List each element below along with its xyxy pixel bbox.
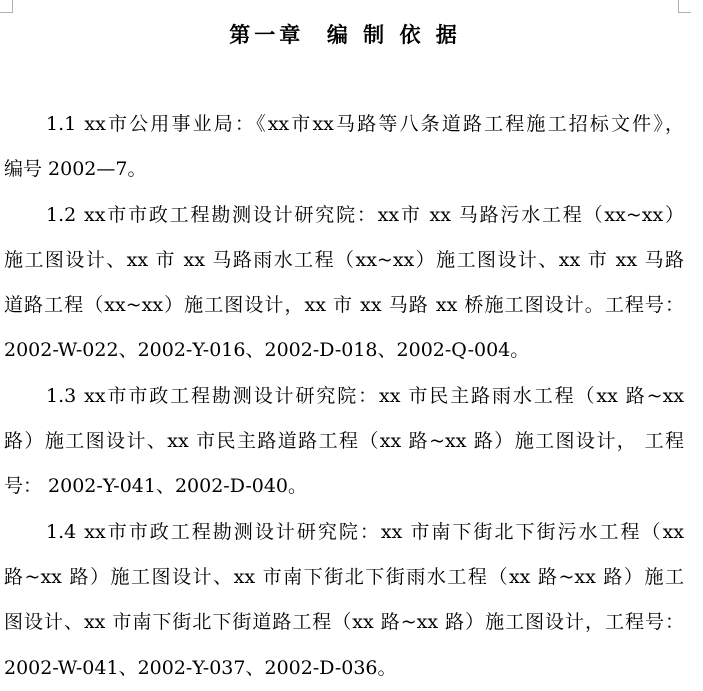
paragraph-1-3 [4,374,684,510]
text-line: 路）施工图设计、xx 市民主路道路工程（xx 路~xx 路）施工图设计， 工程 [4,430,684,453]
text-line: 1.2 xx市市政工程勘测设计研究院：xx市 xx 马路污水工程（xx~xx） [46,203,684,226]
paragraph-1-4 [4,510,684,691]
paragraph-1-2 [4,193,684,374]
text-line: 1.3 xx市市政工程勘测设计研究院：xx 市民主路雨水工程（xx 路~xx [46,384,684,407]
text-line: 编号 2002—7。 [4,158,147,181]
text-line: 路~xx 路）施工图设计、xx 市南下街北下街雨水工程（xx 路~xx 路）施工 [4,565,684,588]
text-line: 1.1 xx市公用事业局：《xx市xx马路等八条道路工程施工招标文件》， [46,113,684,135]
paragraph-1-1 [4,102,684,193]
document-body [4,102,684,691]
text-line: 施工图设计、xx 市 xx 马路雨水工程（xx~xx）施工图设计、xx 市 xx 马路 [4,248,684,271]
text-line: 2002-W-041、2002-Y-037、2002-D-036。 [4,656,397,679]
chapter-title: 第一章 编 制 依 据 [229,23,461,47]
text-line: 图设计、xx 市南下街北下街道路工程（xx 路~xx 路）施工图设计，工程号： [4,611,684,634]
text-line: 2002-W-022、2002-Y-016、2002-D-018、2002-Q-004。 [4,339,530,362]
text-line: 号： 2002-Y-041、2002-D-040。 [4,475,307,498]
page-corner-mark-left [0,0,13,13]
page-corner-mark-right [678,0,691,13]
text-line: 1.4 xx市市政工程勘测设计研究院：xx 市南下街北下街污水工程（xx [46,520,684,543]
text-line: 道路工程（xx~xx）施工图设计，xx 市 xx 马路 xx 桥施工图设计。工程号： [4,294,684,317]
